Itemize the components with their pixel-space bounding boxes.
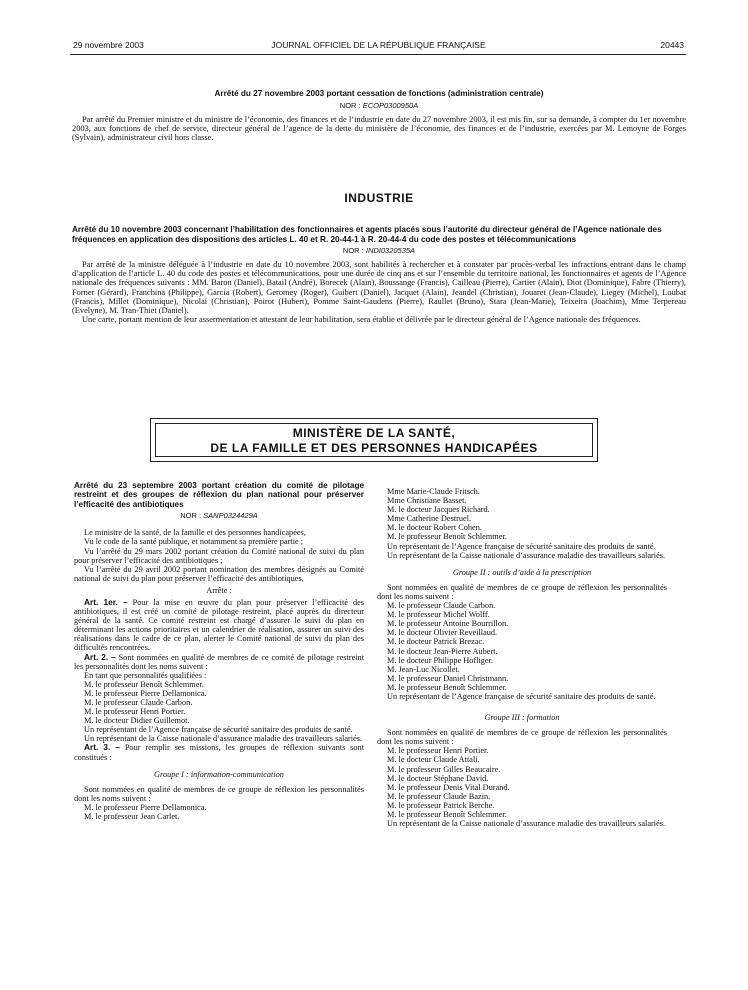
arrete-cessation (72, 89, 686, 142)
group-heading: Groupe I : information-communication (154, 769, 284, 779)
visa: Vu le code de la santé publique, et notamment sa première partie ; (84, 537, 304, 547)
representative: Un représentant de la Caisse nationale d’assurance maladie des travailleurs salariés. (387, 550, 666, 560)
group-intro: Sont nommées en qualité de membres de ce groupe de réflexion les personnalités dont les noms suivent : (74, 784, 364, 803)
list-item: M. le professeur Antoine Bourrillon. (387, 619, 509, 629)
list-item: M. le professeur Daniel Christmann. (387, 673, 509, 683)
list-item: M. le professeur Henri Portier. (84, 707, 186, 717)
list-item: M. le professeur Patrick Berche. (387, 800, 495, 810)
nor-line: NOR : SANP0324429A (180, 511, 258, 521)
list-item: M. le professeur Jean Carlet. (84, 812, 180, 822)
article-2: Art. 2. – Sont nommées en qualité de membres de ce comité de pilotage restreint les personnalités dont les noms suivent : (74, 651, 365, 671)
visa: Vu l’arrêté du 29 avril 2002 portant nomination des membres désignés au Comité national de suivi du plan pour préserver l’efficacité des antibiotiques, (74, 564, 364, 583)
representative: Un représentant de la Caisse nationale d’assurance maladie des travailleurs salariés. (387, 819, 666, 829)
list-item: M. le professeur Denis Vital Durand. (387, 782, 510, 792)
list-item: M. le professeur Pierre Dellamonica. (84, 802, 207, 812)
list-item: M. le docteur Robert Cohen. (387, 523, 482, 533)
representative: Un représentant de l’Agence française de sécurité sanitaire des produits de santé. (387, 691, 656, 701)
section-industrie (72, 191, 686, 205)
list-item: Mme Christiane Basset. (387, 496, 467, 506)
list-item: M. le docteur Stéphane David. (387, 773, 489, 783)
arrete-text: Par arrêté du Premier ministre et du ministre de l’économie, des finances et de l’industrie en date du 27 novembre 2003, il est mis fin, sur sa demande, à compter du 1er novembre 2003, aux fonctions de chef de service, directeur général de l’agence de la dette du ministère de l’économie, des finances et de l’industrie, exercées par M. Lemoyne de Forges (Sylvain), administrateur civil hors classe. (72, 114, 686, 142)
header-rule (70, 54, 686, 55)
list-item: M. le professeur Benoît Schlemmer. (84, 679, 204, 689)
list-item: M. Jean-Luc Nicollet. (387, 664, 460, 674)
group-intro: Sont nommées en qualité de membres de ce groupe de réflexion les personnalités dont les noms suivent : (377, 728, 667, 747)
arrete-habilitation (72, 225, 686, 324)
ministere-box (150, 418, 598, 462)
qualified-label: En tant que personnalités qualifiées : (84, 670, 207, 680)
list-item: M. le professeur Benoît Schlemmer. (387, 532, 507, 542)
article-1: Art. 1er. – Pour la mise en œuvre du plan pour préserver l’efficacité des antibiotiques, il est créé un comité de pilotage restreint, placé auprès du directeur général de la santé. Ce comité restreint est chargé d’assurer le suivi du plan en déterminant les actions prioritaires et un calendrier de réalisation, assurer un suivi des réalisations dans le cadre de ce plan, alerter le Comité national de suivi du plan des difficultés rencontrées. (74, 596, 365, 653)
list-item: M. le professeur Pierre Dellamonica. (84, 688, 207, 698)
header-date: 29 novembre 2003 (73, 40, 144, 50)
group-intro: Sont nommées en qualité de membres de ce groupe de réflexion les personnalités dont les noms suivent : (377, 582, 667, 601)
list-item: M. le docteur Philippe Hofliger. (387, 655, 493, 665)
arrete-text-2: Une carte, portant mention de leur assermentation et attestant de leur habilitation, sera établie et délivrée par le directeur général de l’Agence nationale des fréquences. (82, 315, 641, 325)
arrete-title: Arrêté du 10 novembre 2003 concernant l’habilitation des fonctionnaires et agents placés sous l’autorité du directeur général de l’Agence nationale des fréquences en application des dispositions des articles L. 40 et R. 20-44-1 à R. 20-44-4 du code des postes et télécommunications (72, 225, 662, 244)
list-item: Mme Catherine Destruel. (387, 514, 472, 524)
visa: Vu l’arrêté du 29 mars 2002 portant création du Comité national de suivi du plan pour préserver l’efficacité des antibiotiques ; (74, 546, 364, 565)
page-header (73, 40, 684, 54)
list-item: M. le professeur Claude Bazin. (387, 791, 491, 801)
ministere-title: MINISTÈRE DE LA SANTÉ, DE LA FAMILLE ET DES PERSONNES HANDICAPÉES (155, 423, 593, 457)
group-heading: Groupe III : formation (484, 713, 560, 723)
page-number: 20443 (660, 40, 684, 50)
list-item: M. le professeur Claude Carbon. (84, 698, 193, 707)
list-item: M. le professeur Henri Portier. (387, 746, 489, 756)
arrete-title: Arrêté du 27 novembre 2003 portant cessation de fonctions (administration centrale) (214, 89, 544, 98)
representative: Un représentant de l’Agence française de sécurité sanitaire des produits de santé. (387, 541, 656, 551)
representative: Un représentant de l’Agence française de sécurité sanitaire des produits de santé. (84, 725, 353, 735)
list-item: M. le docteur Olivier Reveillaud. (387, 628, 498, 638)
nor-line: NOR : INDI0320535A (342, 246, 416, 255)
arrete-title: Arrêté du 23 septembre 2003 portant création du comité de pilotage restreint et des groupes de réflexion du plan national pour préserver l’efficacité des antibiotiques (74, 481, 364, 509)
article-3: Art. 3. – Pour remplir ses missions, les groupes de réflexion suivants sont constitués : (74, 742, 364, 762)
preamble: Le ministre de la santé, de la famille et des personnes handicapées, (84, 528, 306, 538)
section-heading: INDUSTRIE (344, 191, 414, 205)
group-heading: Groupe II : outils d’aide à la prescription (452, 567, 592, 577)
list-item: M. le docteur Didier Guillemot. (84, 716, 190, 726)
journal-title: JOURNAL OFFICIEL DE LA RÉPUBLIQUE FRANÇAISE (271, 40, 486, 50)
list-item: M. le professeur Claude Carbon. (387, 601, 496, 611)
list-item: M. le professeur Michel Wolff. (387, 610, 490, 620)
arrete-word: Arrête : (206, 585, 232, 595)
list-item: M. le docteur Jacques Richard. (387, 505, 490, 515)
nor-line: NOR : ECOP0300950A (339, 100, 419, 110)
left-column (74, 481, 364, 821)
right-column (377, 487, 667, 828)
list-item: M. le professeur Gilles Beaucaire. (387, 764, 501, 774)
list-item: M. le docteur Patrick Brezac. (387, 637, 485, 647)
representative: Un représentant de la Caisse nationale d’assurance maladie des travailleurs salariés. (84, 734, 363, 744)
list-item: M. le professeur Benoît Schlemmer. (387, 810, 507, 819)
arrete-text: Par arrêté de la ministre déléguée à l’industrie en date du 10 novembre 2003, sont habilités à rechercher et à constater par procès-verbal les infractions entrant dans le champ d’application de l’article L. 40 du code des postes et télécommunications, pour une durée de cinq ans et sur l’ensemble du territoire national, les fonctionnaires et agents de l’Agence nationale des fréquences suivants : MM. Baron (Daniel), Batail (André), Borecek (Alain), Boussange (Francis), Cailleau (Pierre), Cartier (Alain), Diot (Dominique), Fabre (Thierry), Forner (Gérard), Franchina (Philippe), Garcia (Robert), Geromey (Roger), Guibert (Daniel), Jacquet (Alain), Jeandel (Christian), Jouaret (Jean-Claude), Liegey (Michel), Loubat (Francis), Millet (Dominique), Nicolai (Christian), Poirot (Hubert), Pomme Saint-Gaudens (Pierre), Raullet (Bruno), Stara (Jean-Marie), Teixeira (Joachim), Mme Terpereau (Evelyne), M. Tran-Thiet (Daniel). (72, 260, 686, 316)
list-item: M. le docteur Claude Attali. (387, 755, 480, 765)
list-item: M. le docteur Jean-Pierre Aubert. (387, 646, 498, 656)
list-item: M. le professeur Benoît Schlemmer. (387, 682, 507, 692)
list-item: Mme Marie-Claude Fritsch. (387, 487, 480, 496)
